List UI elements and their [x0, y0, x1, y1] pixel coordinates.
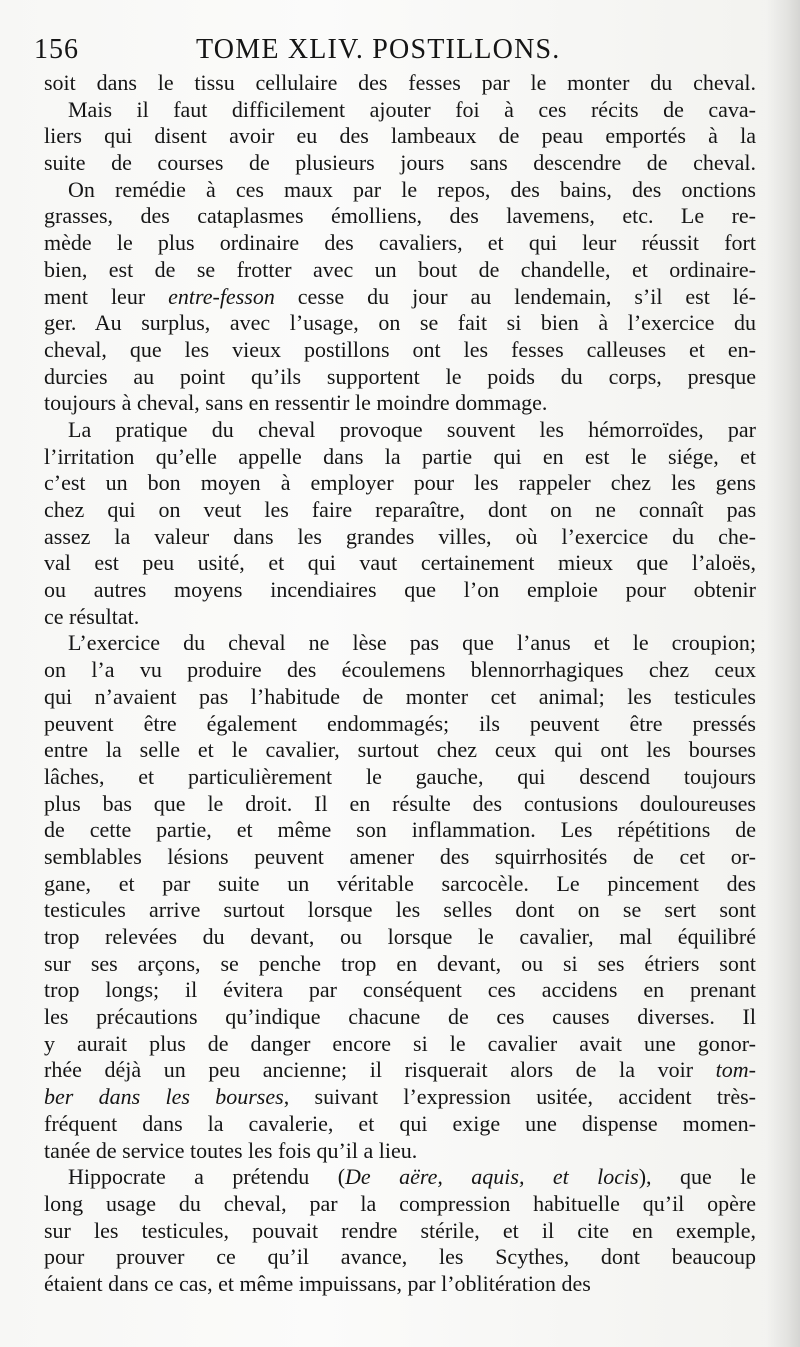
text-line: on l’a vu produire des écoulemens blennorrhagiques chez ceux — [44, 657, 756, 683]
text-line — [44, 1084, 756, 1111]
text-line: étaient dans ce cas, et même impuissans, par l’oblitération des — [44, 1270, 591, 1296]
text-line: testicules arrive surtout lorsque les selles dont on se sert sont — [44, 897, 756, 923]
text-segment: cesse du jour au lendemain, s’il est lé- — [274, 283, 756, 309]
text-line: assez la valeur dans les grandes villes, où l’exercice du che- — [44, 523, 756, 549]
text-line: de cette partie, et même son inflammation. Les répétitions de — [44, 817, 756, 843]
text-segment: ), que le — [638, 1164, 757, 1190]
text-line: entre la selle et le cavalier, surtout chez ceux qui ont les bourses — [44, 737, 756, 763]
text-line: soit dans le tissu cellulaire des fesses par le monter du cheval. — [44, 70, 756, 95]
text-line: qui n’avaient pas l’habitude de monter cet animal; les testicules — [44, 683, 756, 709]
text-line: mède le plus ordinaire des cavaliers, et qui leur réussit fort — [44, 230, 756, 256]
text-line: trop relevées du devant, ou lorsque le cavalier, mal équilibré — [44, 924, 756, 949]
body-text — [44, 70, 756, 1298]
text-line: long usage du cheval, par la compression habituelle qu’il opère — [44, 1190, 756, 1216]
text-line: plus bas que le droit. Il en résulte des contusions douloureuses — [44, 790, 756, 816]
text-line: lâches, et particulièrement le gauche, qui descend toujours — [44, 763, 756, 789]
italic-text: ber dans les bourses — [44, 1084, 284, 1110]
text-segment: , suivant l’expression usitée, accident très- — [283, 1084, 756, 1110]
text-line: liers qui disent avoir eu des lambeaux de peau emportés à la — [44, 123, 756, 149]
text-line: pour prouver ce qu’il avance, les Scythes, dont beaucoup — [44, 1244, 756, 1270]
text-line: val est peu usité, et qui vaut certainement mieux que l’aloës, — [44, 550, 756, 576]
text-segment: ment leur — [44, 283, 169, 309]
text-line: ou autres moyens incendiaires que l’on emploie pour obtenir — [44, 577, 756, 603]
text-line: peuvent être également endommagés; ils peuvent être pressés — [44, 710, 756, 736]
italic-text: tom- — [715, 1057, 756, 1083]
text-line: les précautions qu’indique chacune de ces causes diverses. Il — [44, 1004, 756, 1030]
text-line: cheval, que les vieux postillons ont les fesses calleuses et en- — [44, 336, 756, 362]
page-number: 156 — [34, 34, 79, 65]
text-line: bien, est de se frotter avec un bout de chandelle, et ordinaire- — [44, 256, 756, 282]
text-line: durcies au point qu’ils supportent le poids du corps, presque — [44, 363, 756, 389]
text-line: On remédie à ces maux par le repos, des bains, des onctions — [68, 176, 756, 202]
text-line: sur les testicules, pouvait rendre stérile, et il cite en exemple, — [44, 1217, 756, 1243]
text-line: L’exercice du cheval ne lèse pas que l’anus et le croupion; — [68, 630, 756, 656]
text-line: toujours à cheval, sans en ressentir le moindre dommage. — [44, 390, 548, 416]
text-line: suite de courses de plusieurs jours sans descendre de cheval. — [44, 150, 756, 176]
text-line: ce résultat. — [44, 603, 140, 629]
text-line: tanée de service toutes les fois qu’il a lieu. — [44, 1137, 418, 1163]
text-line: trop longs; il évitera par conséquent ces accidens en prenant — [44, 977, 756, 1003]
page-gutter-shadow — [766, 0, 800, 1347]
italic-text: De aëre, aquis, et locis — [345, 1164, 639, 1190]
text-line: y aurait plus de danger encore si le cavalier avait une gonor- — [44, 1030, 756, 1056]
text-line — [44, 284, 756, 311]
text-line: semblables lésions peuvent amener des squirrhosités de cet or- — [44, 843, 756, 869]
text-line: gane, et par suite un véritable sarcocèle. Le pincement des — [44, 870, 756, 896]
text-line: La pratique du cheval provoque souvent les hémorroïdes, par — [68, 416, 756, 442]
text-line: chez qui on veut les faire reparaître, dont on ne connaît pas — [44, 497, 756, 522]
text-line: l’irritation qu’elle appelle dans la partie qui en est le siége, et — [44, 443, 756, 469]
running-title: TOME XLIV. POSTILLONS. — [196, 34, 561, 65]
text-line: Mais il faut difficilement ajouter foi à ces récits de cava- — [68, 96, 756, 122]
text-line: ger. Au surplus, avec l’usage, on se fait si bien à l’exercice du — [44, 310, 756, 336]
text-line: sur ses arçons, se penche trop en devant, ou si ses étriers sont — [44, 950, 756, 976]
text-line: grasses, des cataplasmes émolliens, des lavemens, etc. Le re- — [44, 203, 756, 229]
text-segment: Hippocrate a prétendu ( — [68, 1164, 346, 1190]
text-line: fréquent dans la cavalerie, et qui exige une dispense momen- — [44, 1110, 756, 1136]
text-line: c’est un bon moyen à employer pour les rappeler chez les gens — [44, 470, 756, 496]
running-head — [34, 30, 748, 70]
text-line — [44, 1164, 756, 1191]
text-segment: rhée déjà un peu ancienne; il risquerait alors de la voir — [44, 1057, 716, 1083]
italic-text: entre-fesson — [168, 283, 275, 309]
text-line — [44, 1057, 756, 1084]
